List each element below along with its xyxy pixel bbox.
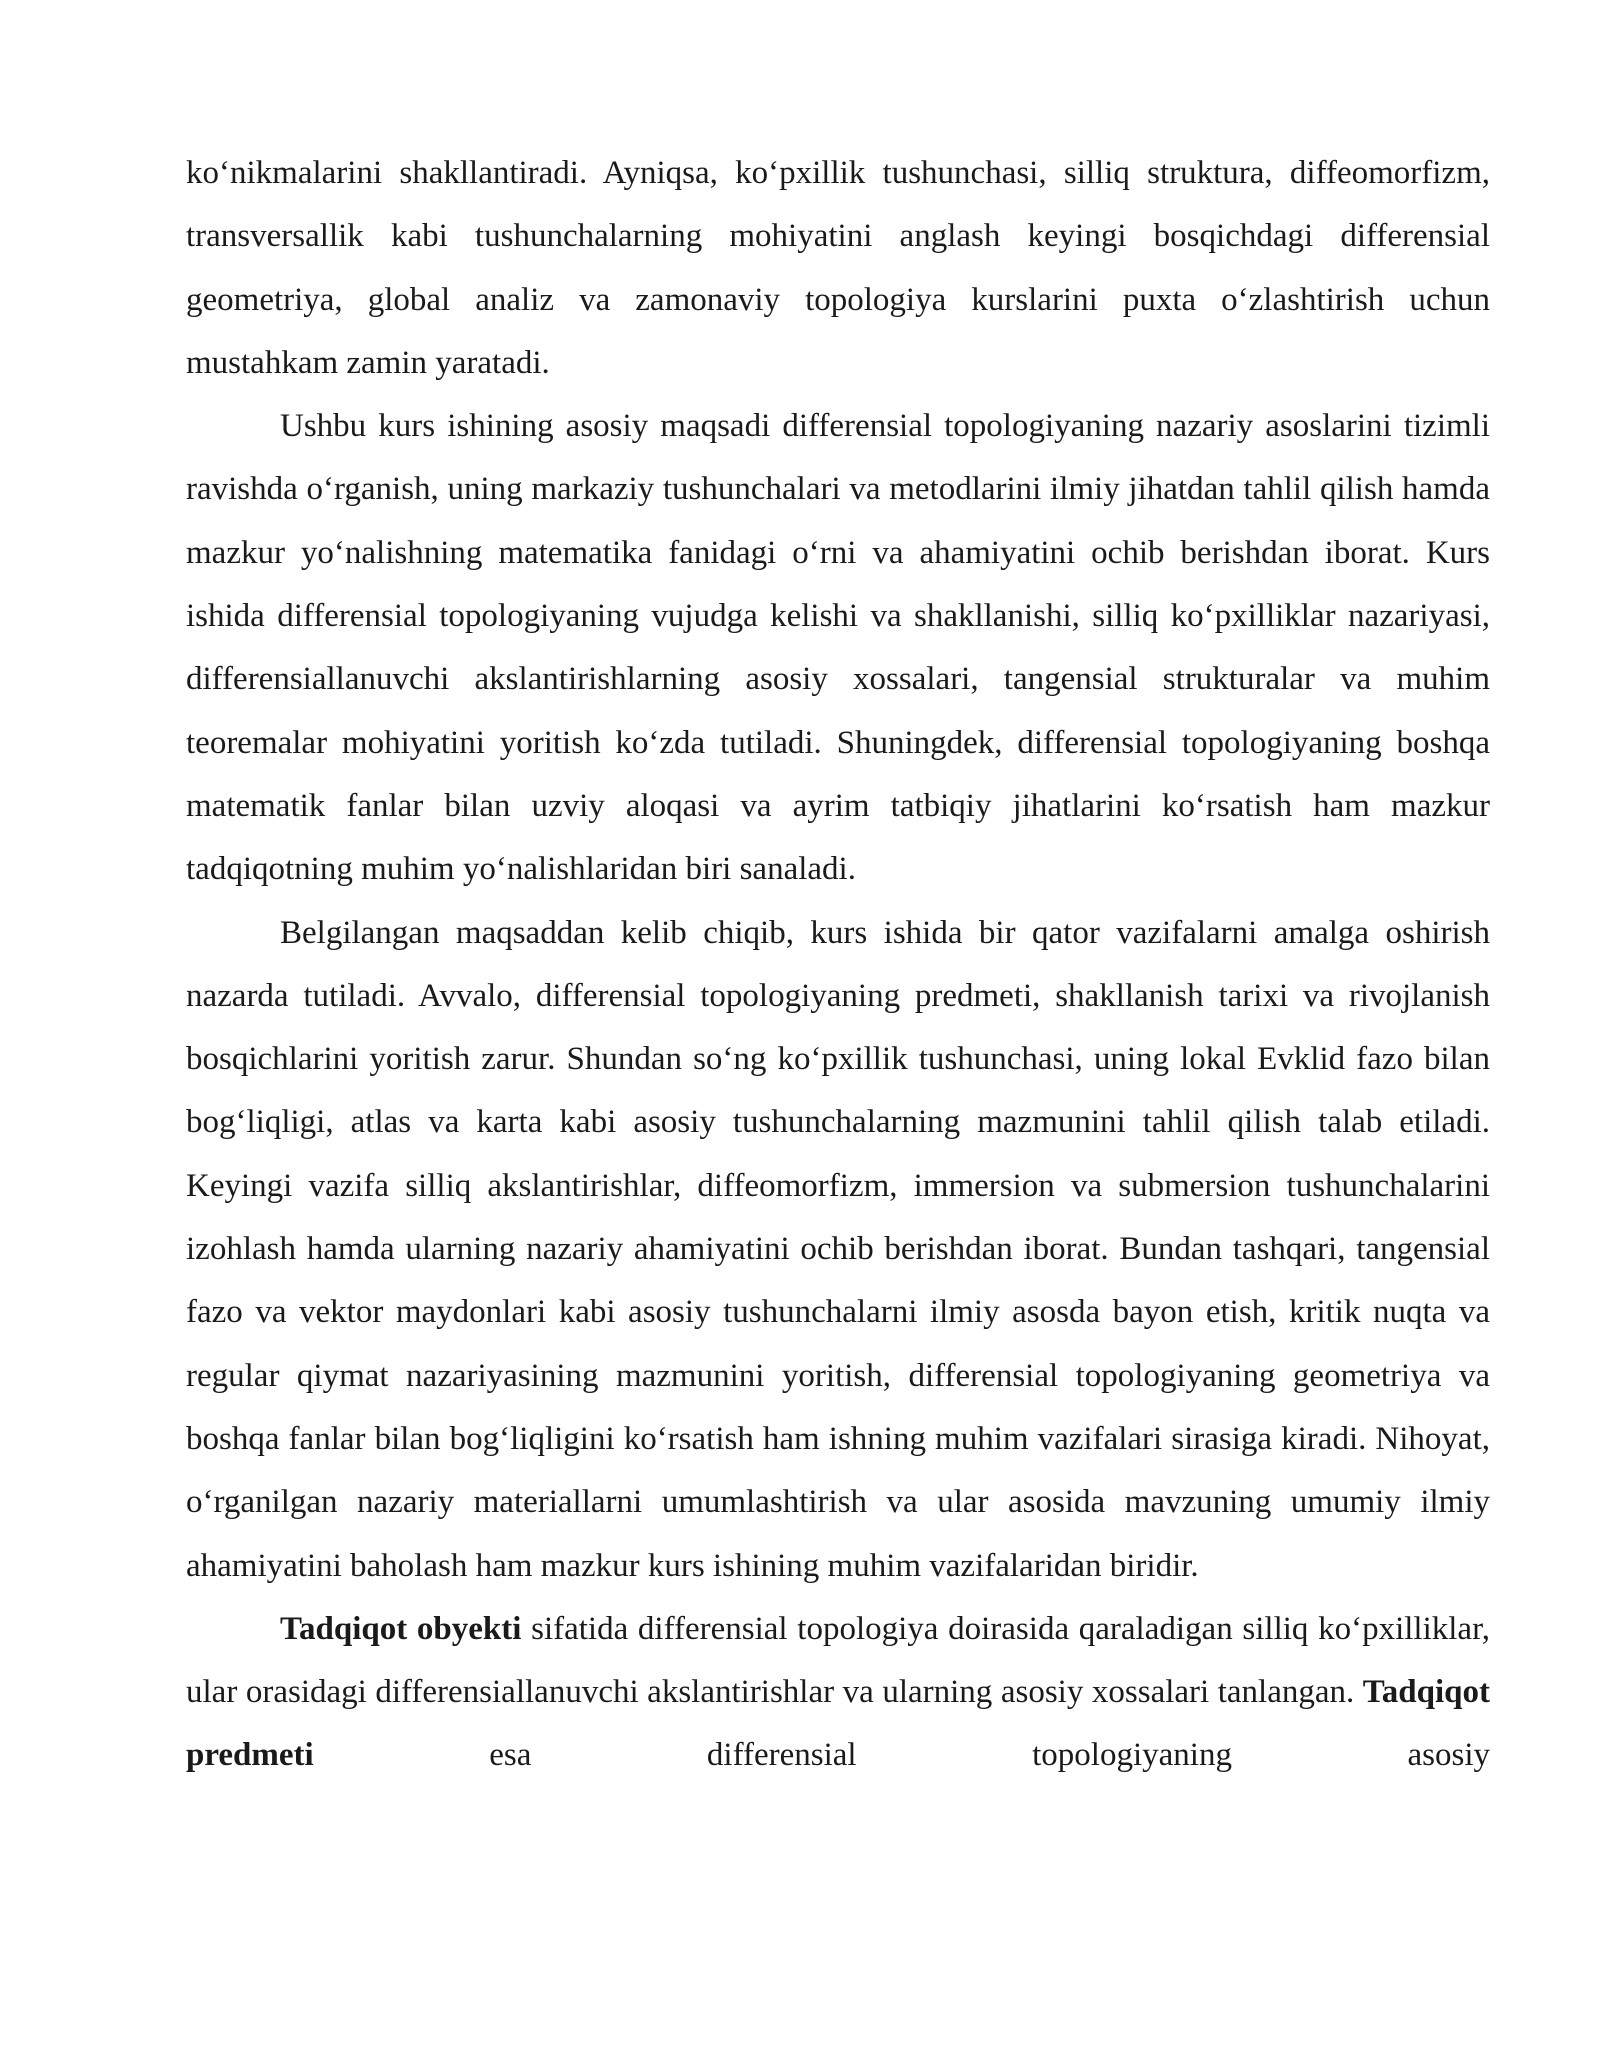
- term-research-object: Tadqiqot obyekti: [280, 1610, 522, 1647]
- paragraph-tasks: Belgilangan maqsaddan kelib chiqib, kurs ishida bir qator vazifalarni amalga oshirish nazarda tutiladi. Avvalo, differensial topologiyaning predmeti, shakllanish tarixi va rivojlanish bosqichlarini yoritish zarur. Shundan so‘ng ko‘pxillik tushunchasi, uning lokal Evklid fazo bilan bog‘liqligi, atlas va karta kabi asosiy tushunchalarning mazmunini tahlil qilish talab etiladi. Keyingi vazifa silliq akslantirishlar, diffeomorfizm, immersion va submersion tushunchalarini izohlash hamda ularning nazariy ahamiyatini ochib berishdan iborat. Bundan tashqari, tangensial fazo va vektor maydonlari kabi asosiy tushunchalarni ilmiy asosda bayon etish, kritik nuqta va regular qiymat nazariyasining mazmunini yoritish, differensial topologiyaning geometriya va boshqa fanlar bilan bog‘liqligini ko‘rsatish ham ishning muhim vazifalari sirasiga kiradi. Nihoyat, o‘rganilgan nazariy materiallarni umumlashtirish va ular asosida mavzuning umumiy ilmiy ahamiyatini baholash ham mazkur kurs ishining muhim vazifalaridan biridir.: [186, 914, 1490, 1584]
- text-research-subject: esa differensial topologiyaning asosiy: [313, 1737, 1490, 1774]
- document-page: [186, 142, 1490, 1788]
- paragraph-goal: Ushbu kurs ishining asosiy maqsadi differensial topologiyaning nazariy asoslarini tizimli ravishda o‘rganish, uning markaziy tushunchalari va metodlarini ilmiy jihatdan tahlil qilish hamda mazkur yo‘nalishning matematika fanidagi o‘rni va ahamiyatini ochib berishdan iborat. Kurs ishida differensial topologiyaning vujudga kelishi va shakllanishi, silliq ko‘pxilliklar nazariyasi, differensiallanuvchi akslantirishlarning asosiy xossalari, tangensial strukturalar va muhim teoremalar mohiyatini yoritish ko‘zda tutiladi. Shuningdek, differensial topologiyaning boshqa matematik fanlar bilan uzviy aloqasi va ayrim tatbiqiy jihatlarini ko‘rsatish ham mazkur tadqiqotning muhim yo‘nalishlaridan biri sanaladi.: [186, 408, 1490, 888]
- paragraph-object-subject: [186, 1598, 1490, 1788]
- text-research-object: sifatida differensial topologiya doirasida qaraladigan silliq ko‘pxilliklar, ular orasidagi differensiallanuvchi akslantirishlar va ularning asosiy xossalari tanlangan.: [186, 1610, 1490, 1711]
- paragraph-continuation: ko‘nikmalarini shakllantiradi. Ayniqsa, ko‘pxillik tushunchasi, silliq struktura, diffeomorfizm, transversallik kabi tushunchalarning mohiyatini anglash keyingi bosqichdagi differensial geometriya, global analiz va zamonaviy topologiya kurslarini puxta o‘zlashtirish uchun mustahkam zamin yaratadi.: [186, 155, 1490, 381]
- term-research-subject: Tadqiqot predmeti: [186, 1674, 1490, 1774]
